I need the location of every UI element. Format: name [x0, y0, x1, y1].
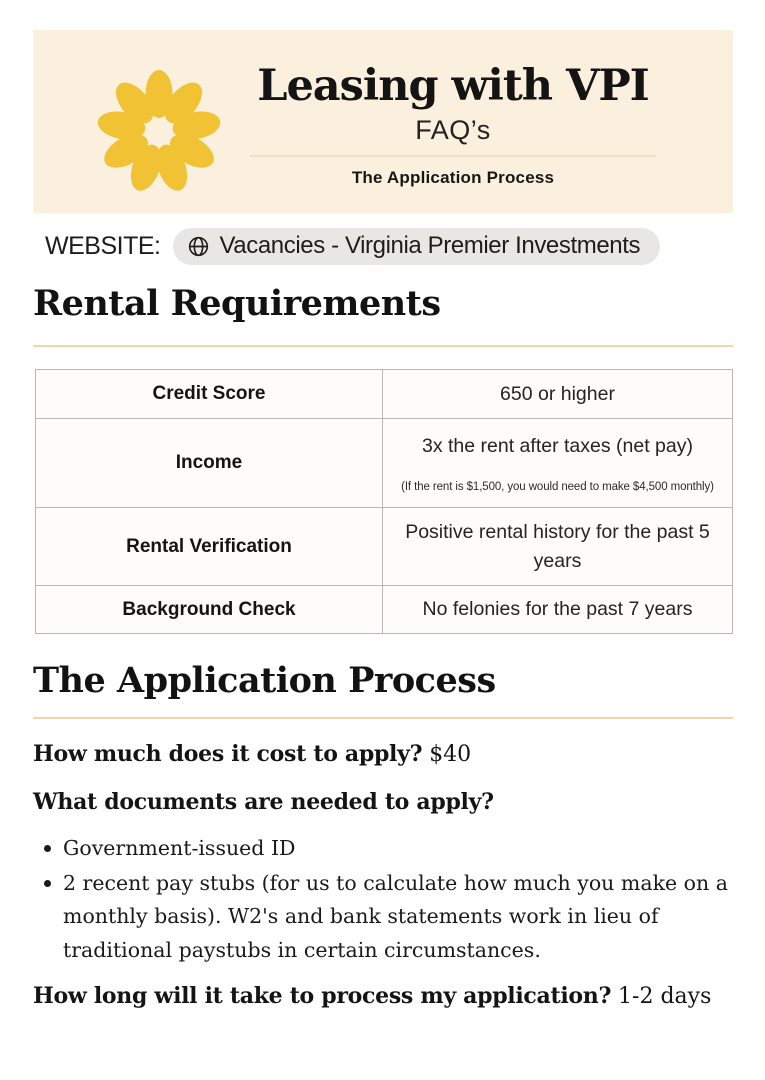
table-row-credit-score — [36, 370, 733, 419]
row-label: Credit Score — [36, 370, 383, 419]
flower-logo-icon — [95, 68, 223, 196]
row-value — [383, 508, 733, 586]
header-banner — [33, 30, 733, 213]
website-row — [45, 228, 660, 264]
income-note: (If the rent is $1,500, you would need to make $4,500 monthly) — [401, 481, 714, 494]
row-value: 650 or higher — [383, 370, 733, 419]
answer-text: $40 — [429, 742, 472, 767]
doc-title: Leasing with VPI — [257, 61, 649, 111]
requirements-table — [35, 369, 733, 634]
row-value — [383, 419, 733, 508]
website-label: WEBSITE: — [45, 231, 161, 260]
rental-requirements-heading: Rental Requirements — [33, 283, 441, 324]
question-text: What documents are needed to apply? — [33, 789, 494, 815]
section-rule — [33, 717, 733, 719]
list-item: Government-issued ID — [40, 832, 742, 865]
header-divider — [250, 155, 656, 157]
table-row-rental-verification — [36, 508, 733, 586]
header-text-block — [213, 30, 693, 213]
rental-verification-value: Positive rental history for the past 5 years — [405, 521, 710, 572]
row-value: No felonies for the past 7 years — [383, 586, 733, 634]
row-label: Income — [36, 419, 383, 508]
website-link-pill[interactable] — [173, 228, 660, 265]
globe-icon — [187, 235, 210, 258]
table-row-background-check — [36, 586, 733, 634]
doc-subtitle: FAQ’s — [415, 115, 491, 146]
application-process-heading: The Application Process — [33, 660, 496, 701]
answer-text: 1-2 days — [618, 984, 712, 1009]
question-cost — [33, 740, 743, 770]
doc-tagline: The Application Process — [351, 167, 555, 187]
question-text: How much does it cost to apply? — [33, 741, 423, 767]
question-duration — [33, 982, 743, 1012]
question-documents — [33, 788, 743, 818]
list-item: 2 recent pay stubs (for us to calculate how much you make on a monthly basis). W2's and bank statements work in lieu of traditional paystubs in certain circumstances. — [40, 867, 742, 967]
question-text: How long will it take to process my application? — [33, 983, 612, 1009]
row-label: Rental Verification — [36, 508, 383, 586]
row-label: Background Check — [36, 586, 383, 634]
income-value: 3x the rent after taxes (net pay) — [422, 435, 693, 458]
section-rule — [33, 345, 733, 347]
table-row-income — [36, 419, 733, 508]
documents-list — [40, 832, 742, 969]
website-link-text: Vacancies - Virginia Premier Investments — [219, 232, 641, 259]
